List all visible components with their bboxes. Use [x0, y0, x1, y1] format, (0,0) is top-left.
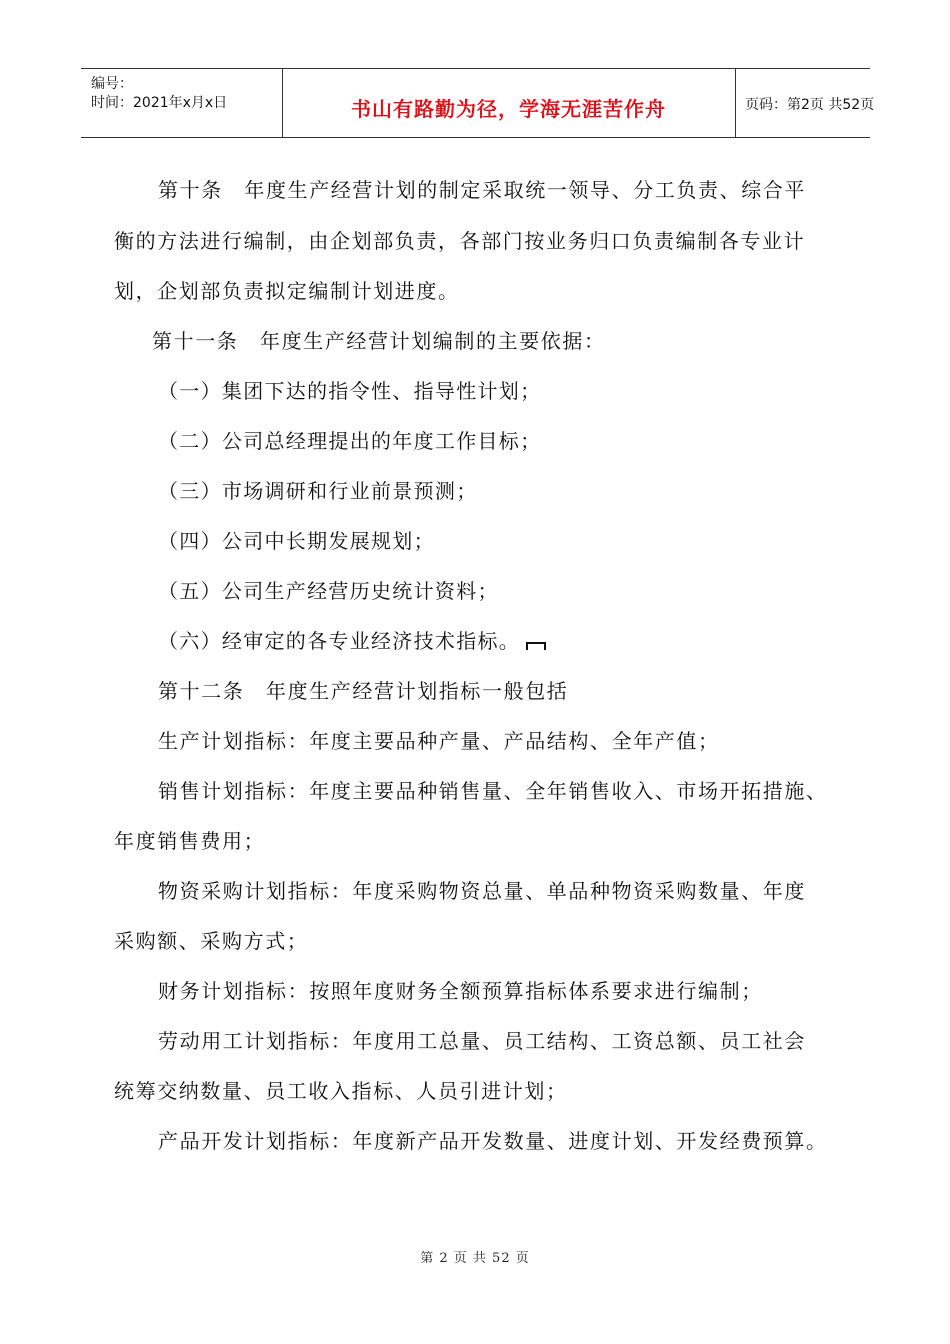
article-12-heading: 第十二条 年度生产经营计划指标一般包括: [158, 679, 569, 703]
header-page-cell: [736, 69, 875, 137]
basis-item-6: （六）经审定的各专业经济技术指标。: [158, 629, 521, 653]
page-footer: 第 2 页 共 52 页: [420, 1251, 530, 1266]
finance-plan-line: 财务计划指标：按照年度财务全额预算指标体系要求进行编制；: [158, 979, 763, 1003]
labor-plan-line-2: 统筹交纳数量、员工收入指标、人员引进计划；: [114, 1079, 568, 1103]
article-10-line-3: 划，企划部负责拟定编制计划进度。: [114, 279, 460, 303]
header-meta-cell: [81, 69, 283, 137]
procurement-plan-line-2: 采购额、采购方式；: [114, 929, 309, 953]
basis-item-1: （一）集团下达的指令性、指导性计划；: [158, 379, 542, 403]
product-dev-plan-line: 产品开发计划指标：年度新产品开发数量、进度计划、开发经费预算。: [158, 1129, 828, 1153]
header-motto-cell: [282, 69, 736, 137]
procurement-plan-line-1: 物资采购计划指标：年度采购物资总量、单品种物资采购数量、年度: [158, 879, 806, 903]
basis-item-6-row: [158, 629, 546, 653]
doc-number-label: 编号：: [91, 76, 133, 92]
labor-plan-line-1: 劳动用工计划指标：年度用工总量、员工结构、工资总额、员工社会: [158, 1029, 806, 1053]
doc-time-label: 时间：2021年x月x日: [91, 95, 228, 111]
article-10-line-2: 衡的方法进行编制，由企划部负责，各部门按业务归口负责编制各专业计: [114, 229, 806, 253]
basis-item-2: （二）公司总经理提出的年度工作目标；: [158, 429, 542, 453]
sales-plan-line-2: 年度销售费用；: [114, 829, 266, 853]
header-page-info: 页码：第2页 共52页: [745, 97, 875, 113]
sales-plan-line-1: 销售计划指标：年度主要品种销售量、全年销售收入、市场开拓措施、: [158, 779, 828, 803]
article-11-heading: 第十一条 年度生产经营计划编制的主要依据：: [152, 329, 606, 353]
basis-item-5: （五）公司生产经营历史统计资料；: [158, 579, 499, 603]
basis-item-4: （四）公司中长期发展规划；: [158, 529, 435, 553]
article-10-line-1: 第十条 年度生产经营计划的制定采取统一领导、分工负责、综合平: [158, 178, 806, 202]
production-plan-line: 生产计划指标：年度主要品种产量、产品结构、全年产值；: [158, 729, 720, 753]
page-header: [81, 68, 875, 138]
paragraph-mark-icon: [526, 642, 546, 650]
header-motto: 书山有路勤为径，学海无涯苦作舟: [351, 97, 666, 121]
basis-item-3: （三）市场调研和行业前景预测；: [158, 479, 478, 503]
